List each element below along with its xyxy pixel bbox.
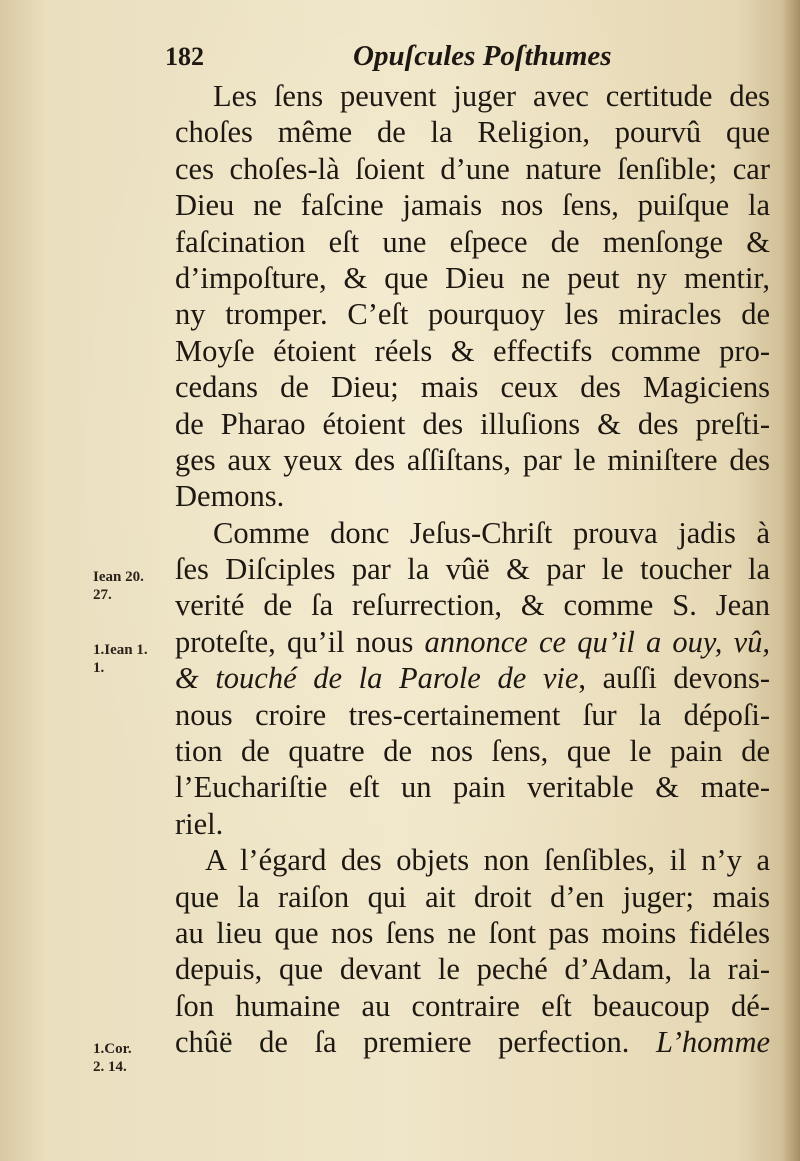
text-line: au lieu que nos ſens ne ſont pas moins fidéles [175, 915, 770, 950]
margin-reference-line: Iean 20. [93, 569, 144, 585]
text-line: de Pharao étoient des illuſions & des preſti- [175, 406, 770, 441]
text-line: nous croire tres-certainement ſur la dépoſi- [175, 697, 770, 732]
text-line: l’Euchariſtie eſt un pain veritable & mate- [175, 770, 770, 805]
body-text [175, 78, 770, 1061]
text-line: que la raiſon qui ait droit d’en juger; mais [175, 879, 770, 914]
text-segment: proteſte, qu’il nous [175, 624, 414, 659]
text-line: Demons. [175, 479, 285, 514]
margin-reference-line: 1.Iean 1. [93, 642, 148, 658]
text-line: d’impoſture, & que Dieu ne peut ny mentir, [175, 260, 770, 295]
margin-reference [93, 568, 144, 604]
text-line: Comme donc Jeſus-Chriſt prouva jadis à [213, 515, 770, 550]
text-line: ny tromper. C’eſt pourquoy les miracles de [175, 297, 770, 332]
text-line: ces choſes-là ſoient d’une nature ſenſible; car [175, 151, 770, 186]
scripture-quote: & touché de la Parole de vie [175, 661, 579, 696]
text-line: Dieu ne faſcine jamais nos ſens, puiſque la [175, 188, 770, 223]
running-head [165, 40, 635, 80]
catchword: L’homme [655, 1025, 771, 1060]
text-line: depuis, que devant le peché d’Adam, la rai- [175, 952, 770, 987]
page-number: 182 [165, 42, 204, 71]
text-line: tion de quatre de nos ſens, que le pain de [175, 734, 770, 769]
text-line: ges aux yeux des aſſiſtans, par le miniſtere des [175, 442, 770, 477]
text-segment: , auſſi devons- [578, 661, 770, 696]
margin-reference-line: 1. [93, 660, 105, 676]
text-line: riel. [175, 806, 224, 841]
margin-reference [93, 1040, 132, 1076]
text-line: Les ſens peuvent juger avec certitude des [213, 79, 770, 113]
text-segment: chûë de ſa premiere perfection. [175, 1025, 630, 1060]
text-line: A l’égard des objets non ſenſibles, il n’y a [205, 843, 770, 878]
text-line: Moyſe étoient réels & effectifs comme pro- [175, 333, 770, 368]
scripture-quote: annonce ce qu’il a ouy, vû, [424, 624, 770, 659]
text-line-with-quote [175, 660, 770, 696]
text-line: ſes Diſciples par la vûë & par le toucher la [175, 552, 770, 587]
margin-reference-line: 1.Cor. [93, 1041, 132, 1057]
text-line: cedans de Dieu; mais ceux des Magiciens [175, 370, 770, 405]
text-line: faſcination eſt une eſpece de menſonge & [175, 224, 770, 259]
text-line: ſon humaine au contraire eſt beaucoup dé- [175, 988, 770, 1023]
running-title: Opuſcules Poſthumes [353, 40, 612, 72]
page-gutter-shadow [782, 0, 800, 1161]
margin-reference-line: 2. 14. [93, 1059, 127, 1075]
text-line-with-quote [175, 624, 770, 660]
margin-reference-line: 27. [93, 587, 112, 603]
text-line: choſes même de la Religion, pourvû que [175, 115, 770, 150]
text-line: verité de ſa reſurrection, & comme S. Jean [175, 588, 770, 623]
margin-reference [93, 641, 148, 677]
text-line-with-catchword [175, 1024, 770, 1060]
